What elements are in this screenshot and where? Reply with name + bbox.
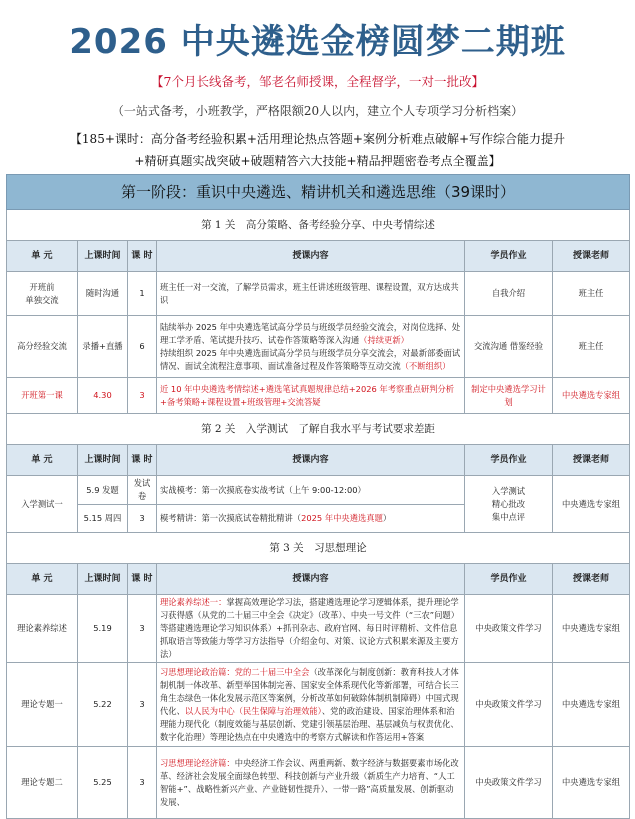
hours-line-1: 【185+课时：高分备考经验积累+活用理论热点答题+案例分析难点破解+写作综合能力提升: [69, 132, 566, 146]
col-unit: 单 元: [7, 241, 78, 272]
col-time: 上课时间: [78, 241, 128, 272]
table-header-row: [7, 241, 630, 272]
table-row: 高分经验交流 录播+直播 6 陆续举办 2025 年中央遴选笔试高分学员与班级学员经验交流会，对岗位选择、处理工学矛盾、笔试提升技巧、试卷作答策略等深入沟通（持续更新） 持续组织 2025 年中央遴选面试高分学员与班级学员分享交流会，对最新部委面试情况、面试全流程注意事项、面试准备过程及作答策略等互动交流（不断组织） 交流沟通 借鉴经验 班主任: [7, 316, 630, 378]
promise-line: （一站式备考，小班教学，严格限额20人以内，建立个人专项学习分析档案）: [111, 104, 524, 118]
schedule-table: [6, 174, 630, 819]
table-row: 5.15 周四 3 模考精讲：第一次摸底试卷精批精讲（2025 年中央遴选真题）: [7, 505, 630, 533]
table-row: 理论素养综述 5.19 3 理论素养综述一：掌握高效理论学习法，搭建遴选理论学习逻辑体系，提升理论学习获得感（从党的二十届三中全会《决定》（改革）、中央一号文件（“三农”问题）等搭建遴选理论学习知识体系）+抓刊杂志、政府官网、每日时评精析、文件信息抓取语言等致能力等学习方法指导（介绍金句、对策、议论方式积累来源及主要方法） 中央政策文件学习 中央遴选专家组: [7, 595, 630, 663]
table-row: 理论专题一 5.22 3 习思想理论政治篇：党的二十届三中全会（改革深化与制度创新：教育科技人才体制机制一体改革、新型举国体制完善、国家安全体系现代化等新部署，可结合长三角生态绿色一体化发展示范区等案例，分析改革如何破除体制机制障碍）中国式现代化、以人民为中心（民生保障与治理效能）、党的政治建设、国家治理体系和治理能力现代化（制度效能与基层创新、党建引领基层治理、基层减负与权责优化、数字化治理）等理论热点在中央遴选中的考察方式解读和作答运用+答案 中央政策文件学习 中央遴选专家组: [7, 663, 630, 747]
level-3-title: 第 3 关 习思想理论: [7, 533, 630, 564]
col-teacher: 授课老师: [553, 241, 630, 272]
stage-title: 第一阶段：重识中央遴选、精讲机关和遴选思维（39课时）: [7, 175, 630, 210]
hours-line-2: +精研真题实战突破+破题精答六大技能+精品押题密卷考点全覆盖】: [134, 154, 501, 168]
table-row: 理论专题二 5.25 3 习思想理论经济篇：中央经济工作会议、两重两新、数字经济与数据要素市场化改革、经济社会发展全面绿色转型、科技创新与产业升级（新质生产力培育、“人工智能+”、战略性新兴产业、产业链韧性提升）、一带一路”高质量发展、创新驱动发展、 中央政策文件学习 中央遴选专家组: [7, 747, 630, 819]
features-line: 【7个月长线备考，邹老名师授课，全程督学，一对一批改】: [151, 74, 484, 89]
table-header-row: 单 元 上课时间 课 时 授课内容 学员作业 授课老师: [7, 445, 630, 476]
level-1-title: 第 1 关 高分策略、备考经验分享、中央考情综述: [7, 210, 630, 241]
table-row: 开班第一课 4.30 3 近 10 年中央遴选考情综述+遴选笔试真题规律总结+2026 年考察重点研判分析+备考策略+课程设置+班级管理+交流答疑 制定中央遴选学习计划 中央遴选专家组: [7, 378, 630, 414]
table-row: 入学测试一 5.9 发题 发试卷 实战模考：第一次摸底卷实战考试（上午 9:00-12:00） 入学测试 精心批改 集中点评 中央遴选专家组: [7, 476, 630, 505]
col-hours: 课 时: [128, 241, 157, 272]
table-row: 开班前 单独交流 随时沟通 1 班主任一对一交流，了解学员需求，班主任讲述班级管理、课程设置，双方达成共识 自我介绍 班主任: [7, 272, 630, 316]
level-2-title: 第 2 关 入学测试 了解自我水平与考试要求差距: [7, 414, 630, 445]
page-title: 2026 中央遴选金榜圆梦二期班: [69, 22, 566, 62]
col-content: 授课内容: [157, 241, 465, 272]
col-homework: 学员作业: [465, 241, 553, 272]
table-header-row: 单 元 上课时间 课 时 授课内容 学员作业 授课老师: [7, 564, 630, 595]
